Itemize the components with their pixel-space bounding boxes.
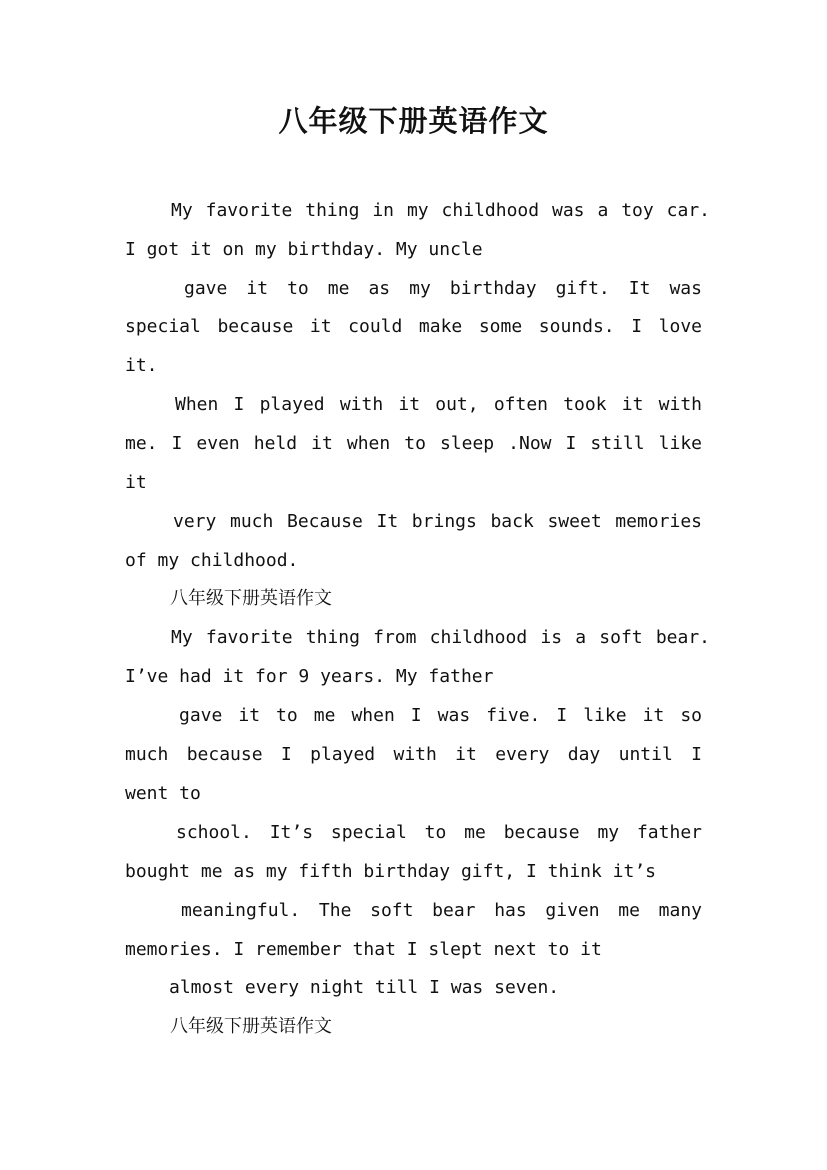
text-line: very much Because It brings back sweet memories xyxy=(173,511,702,532)
text-line: of my childhood. xyxy=(125,550,299,571)
text-line: it. xyxy=(125,355,158,376)
text-line: went to xyxy=(125,783,201,804)
section-heading: 八年级下册英语作文 xyxy=(170,1016,332,1037)
text-line: special because it could make some sounds. I love xyxy=(125,316,702,337)
text-line: me. I even held it when to sleep .Now I still like xyxy=(125,433,702,454)
text-line: school. It’s special to me because my father xyxy=(176,822,702,843)
document-title: 八年级下册英语作文 xyxy=(278,104,549,138)
text-line: gave it to me as my birthday gift. It was xyxy=(184,278,702,299)
text-line: bought me as my fifth birthday gift, I think it’s xyxy=(125,861,657,882)
text-line: When I played with it out, often took it with xyxy=(175,394,702,415)
text-line: meaningful. The soft bear has given me many xyxy=(181,900,702,921)
text-line: I’ve had it for 9 years. My father xyxy=(125,666,494,687)
text-line: My favorite thing in my childhood was a toy car. xyxy=(171,200,710,221)
text-line: memories. I remember that I slept next to it xyxy=(125,939,602,960)
text-line: it xyxy=(125,472,147,493)
text-line: much because I played with it every day until I xyxy=(125,744,702,765)
text-line: gave it to me when I was five. I like it so xyxy=(179,705,702,726)
text-line: I got it on my birthday. My uncle xyxy=(125,239,483,260)
section-heading: 八年级下册英语作文 xyxy=(170,588,332,609)
text-line: My favorite thing from childhood is a soft bear. xyxy=(171,627,710,648)
text-line: almost every night till I was seven. xyxy=(169,977,560,998)
